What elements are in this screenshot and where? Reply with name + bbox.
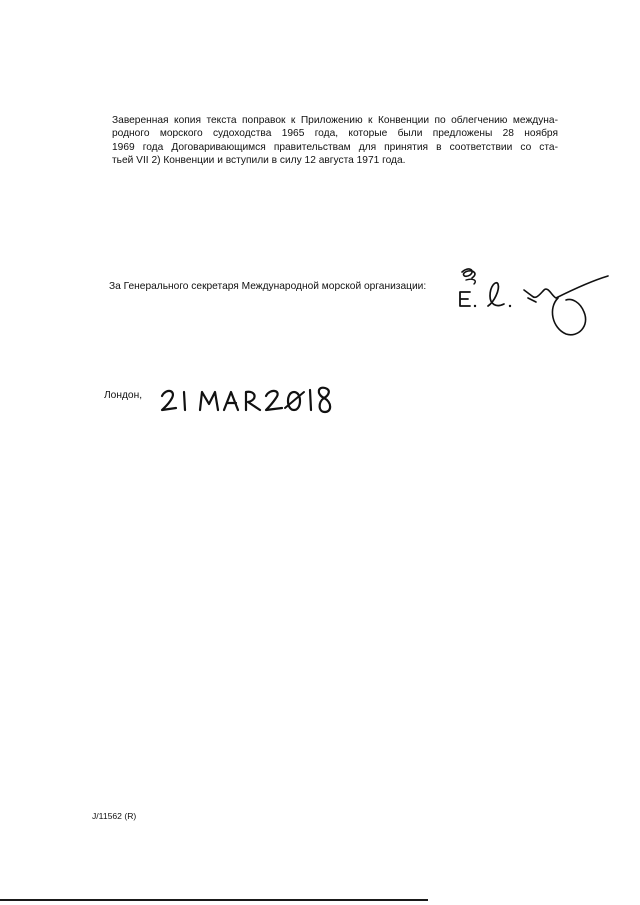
document-reference: J/11562 (R) — [92, 811, 137, 821]
certification-paragraph — [112, 114, 558, 168]
signatory-label: За Генерального секретаря Международной морской организации: — [109, 281, 427, 292]
paragraph-line: 1969 года Договаривающимся правительствам для принятия в соответствии со ста- — [112, 141, 558, 153]
paragraph-line: тьей VII 2) Конвенции и вступили в силу 12 августа 1971 года. — [112, 155, 406, 167]
handwritten-signature — [448, 262, 618, 344]
bottom-divider — [0, 899, 428, 901]
paragraph-line: Заверенная копия текста поправок к Приложению к Конвенции по облегчению междуна- — [112, 115, 558, 126]
city-label: Лондон, — [104, 390, 143, 401]
paragraph-line: родного морского судоходства 1965 года, которые были предложены 28 ноября — [112, 128, 558, 140]
handwritten-date-stamp — [158, 380, 338, 422]
